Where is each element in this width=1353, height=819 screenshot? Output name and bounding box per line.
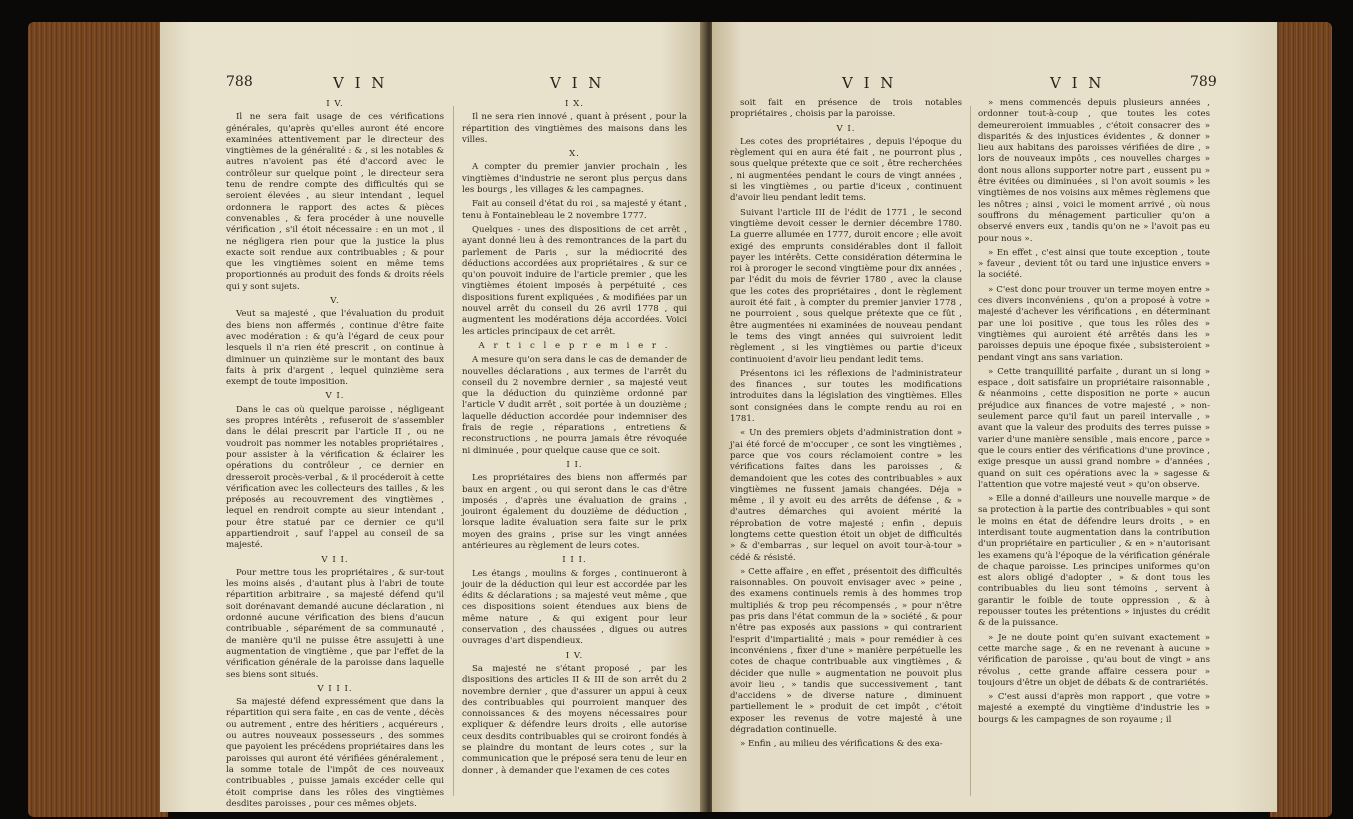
section-heading: X. [569, 149, 580, 160]
right-column-2 [978, 98, 1210, 729]
left-page-number: 788 [226, 74, 253, 90]
paragraph: A compter du premier janvier prochain , les vingtièmes d'industrie ne seront plus perçus dans les bourgs , les villages & les campagnes. [462, 162, 687, 196]
paragraph: » Elle a donné d'ailleurs une nouvelle marque » de sa protection à la partie des contribuables » qui sont le moins en état de défendre leurs droits , » en interdisant toute augmentation dans la contribution d'un propriétaire en particulier , & en » n'autorisant les examens qu'à l'époque de la vérification générale de chaque paroisse. Les principes uniformes qu'on est alors obligé d'adopter , » & dont tous les contribuables du lieu sont témoins , servent à garantir le foible de toute oppression , & à repousser toutes les prétentions » injustes du crédit & de la puissance. [978, 494, 1210, 629]
paragraph: » Enfin , au milieu des vérifications & des exa- [740, 739, 943, 750]
paragraph: » En effet , c'est ainsi que toute exception , toute » faveur , devient tôt ou tard une injustice envers » la société. [978, 247, 1210, 281]
paragraph: Fait au conseil d'état du roi , sa majesté y étant , tenu à Fontainebleau le 2 novembre 1777. [462, 199, 687, 221]
paragraph: Pour mettre tous les propriétaires , & sur-tout les moins aisés , d'autant plus à l'abri de toute répartition arbitraire , sa majesté défend qu'il soit dorénavant demandé aucune déclaration , ni ordonné aucune vérification des biens d'aucun contribuable , séparément de sa communauté , de manière qu'il ne puisse être assujetti à une augmentation de vingtième , que par l'effet de la vérification générale de la paroisse dans laquelle ses biens sont situés. [226, 567, 444, 680]
left-running-head-2: V I N [550, 74, 605, 92]
left-column-2 [462, 98, 687, 780]
section-heading: V I I. [321, 554, 349, 565]
section-heading: I X. [565, 99, 584, 109]
paragraph: Dans le cas où quelque paroisse , négligeant ses propres intérêts , refuseroit de s'assembler dans le délai prescrit par l'article II , ou ne voudroit pas nommer les notables propriétaires , pour assister à la vérification & éclairer les opérations du contrôleur , ce dernier en dresseroit procès-verbal , & il procéderoit à cette vérification avec les collecteurs des tailles , & les préposés au recouvrement des vingtièmes , lequel en rendroit compte au sieur intendant , pour être statué par ce dernier ce qu'il appartiendroit , sauf l'appel au conseil de sa majesté. [226, 404, 444, 551]
section-heading: V I I I. [317, 683, 353, 694]
paragraph: Il ne sera rien innové , quant à présent , pour la répartition des vingtièmes des maisons dans les villes. [462, 112, 687, 145]
paragraph: A mesure qu'on sera dans le cas de demander de nouvelles déclarations , aux termes de l'arrêt du conseil du 2 novembre dernier , sa majesté veut que la déduction du quinzième ordonné par l'article V dudit arrêt , soit portée à un douzième ; laquelle déduction accordée pour indemniser des frais de regie , réparations , entretiens & reconstructions , ne pourra jamais être révoquée ni diminuée , pour quelque cause que ce soit. [462, 355, 687, 456]
section-heading: V I. [325, 391, 345, 402]
paragraph: Les propriétaires des biens non affermés par baux en argent , ou qui seront dans le cas d'être imposés , d'après une évaluation de grains , jouiront également du douzième de déduction , lorsque ladite évaluation sera faite sur le prix moyen des grains , prise sur les vingt années antérieures au règlement de leurs cotes. [462, 473, 687, 551]
section-heading: I I. [566, 459, 583, 470]
section-heading: I I I. [562, 555, 587, 566]
right-column-1 [730, 98, 962, 754]
paragraph: » C'est donc pour trouver un terme moyen entre » ces divers inconvéniens , qu'on a proposé à votre » majesté d'achever les vérifications , en déterminant par une loi positive , que tous les rôles des » vingtièmes qui auroient été arrêtés dans les » paroisses depuis une époque fixée , subsisteroient » pendant vingt ans sans variation. [978, 284, 1210, 363]
right-page-number: 789 [1190, 74, 1217, 90]
column-divider [453, 106, 454, 796]
right-page [712, 22, 1277, 812]
section-heading: A r t i c l e p r e m i e r . [478, 340, 671, 351]
paragraph: Les étangs , moulins & forges , continueront à jouir de la déduction qui leur est accordée par les édits & déclarations ; sa majesté veut même , que ces dispositions soient étendues aux biens de même nature , & qui exigent pour leur conservation , des chaussées , digues ou autres ouvrages d'art dispendieux. [462, 568, 687, 647]
left-running-head-1: V I N [333, 74, 388, 92]
column-divider [970, 106, 971, 796]
paragraph: » C'est aussi d'après mon rapport , que votre » majesté a exempté du vingtième d'industrie les » bourgs & les campagnes de son royaume ; il [978, 692, 1210, 725]
right-running-head-2: V I N [1050, 74, 1105, 92]
paragraph: Sa majesté ne s'étant proposé , par les dispositions des articles II & III de son arrêt du 2 novembre dernier , que d'assurer un appui à ceux des contribuables qui pourroient manquer des connoissances & des moyens nécessaires pour expliquer & défendre leurs droits , elle autorise ceux desdits contribuables qui se croiront fondés à se plaindre du montant de leurs cotes , sur la communication que le préposé sera tenu de leur en donner , à demander que l'examen de ces cotes [462, 663, 687, 776]
paragraph: » mens commencés depuis plusieurs années , ordonner tout-à-coup , que toutes les cotes demeureroient immuables , c'étoit consacrer des » disparités & des injustices évidentes , & donner » lieu aux habitans des paroisses vérifiées de dire , » lors de nouveaux impôts , ces nouvelles charges » dont nous allons supporter notre part , eussent pu » être évitées ou diminuées , si l'on avoit soumis » les vingtièmes de nos voisins aux mêmes règlemens que les nôtres ; ainsi , voici le moment arrivé , où nous souffrons du ménagement particulier qu'on a observé envers eux , tandis qu'on ne » l'avoit pas eu pour nous ». [978, 98, 1210, 244]
right-running-head-1: V I N [842, 74, 897, 92]
paragraph: Les cotes des propriétaires , depuis l'époque du règlement qui en aura été fait , ne pourront plus , sous quelque prétexte que ce soit , être recherchées , ni augmentées pendant le cours de vingt années , si les vingtièmes , ou partie d'iceux , continuent d'avoir lieu pendant ledit tems. [730, 136, 962, 204]
paragraph: Sa majesté défend expressément que dans la répartition qui sera faite , en cas de vente , décès ou autrement , entre des héritiers , acquéreurs , ou autres nouveaux possesseurs , des sommes que payoient les précédens propriétaires dans les paroisses qui auront été vérifiées généralement , la somme totale de l'impôt de ces nouveaux contribuables , puisse jamais excéder celle qui étoit comprise dans les rôles des vingtièmes desdites paroisses , pour ces mêmes objets. [226, 697, 444, 809]
paragraph: » Cette tranquillité parfaite , durant un si long » espace , doit satisfaire un propriétaire raisonnable , & néanmoins , cette disposition ne porte » aucun préjudice aux finances de votre majesté , » non-seulement parce qu'il faut un pareil intervalle , » avant que la valeur des produits des terres puisse » varier d'une manière sensible , mais encore , parce » que le cours entier des vérifications d'une province , exige presque un aussi grand nombre » d'années , quand on suit ces opérations avec la » sagesse & l'attention que votre majesté veut » qu'on observe. [978, 366, 1210, 490]
paragraph: Veut sa majesté , que l'évaluation du produit des biens non affermés , continue d'être faite avec modération : & qu'à l'égard de ceux pour lesquels il n'a rien été prescrit , on continue à diminuer un quinzième sur le montant des baux faits à prix d'argent , lequel quinzième sera exempt de toute imposition. [226, 309, 444, 388]
section-heading: V. [330, 296, 340, 307]
left-page [160, 22, 708, 812]
section-heading: I V. [565, 650, 584, 661]
paragraph: Suivant l'article III de l'édit de 1771 , le second vingtième devoit cesser le dernier décembre 1780. La guerre allumée en 1777, duroit encore ; elle avoit exigé des emprunts considérables dont il falloit payer les intérêts. Cette considération détermina le roi à proroger le second vingtième pour dix années , par l'édit du mois de février 1780 , avec la clause que les cotes des propriétaires , dont le règlement auroit été fait , à compter du premier janvier 1778 , ne pourroient , sous quelque prétexte que ce fût , être augmentées ni examinées de nouveau pendant le tems des vingt années qui suivroient ledit règlement , si les vingtièmes ou partie d'iceux continuoient d'avoir lieu pendant ledit tems. [730, 207, 962, 365]
left-page-edges [28, 22, 168, 817]
paragraph: « Un des premiers objets d'administration dont » j'ai été forcé de m'occuper , ce sont les vingtièmes , parce que vos cours réclamoient contre » les vérifications faites dans les paroisses , & demandoient que les cotes des contribuables » aux vingtièmes ne fussent jamais changées. Déja » même , il y avoit eu des arrêts de défense , & » d'autres démarches qui avoient mérité la réprobation de votre majesté ; enfin , depuis longtems cette question étoit un objet de difficultés » & d'embarras , sur lequel on avoit tour-à-tour » cédé & résisté. [730, 428, 962, 563]
section-heading: I V. [326, 99, 344, 109]
paragraph: Il ne sera fait usage de ces vérifications générales, qu'après qu'elles auront été encore examinées attentivement par le directeur des vingtièmes de la généralité : & , si les notables & autres n'avoient pas été d'accord avec le contrôleur sur quelque point , le directeur sera tenu de rendre compte des difficultés qui se seroient élevées , au sieur intendant , lequel ordonnera le rapport des actes & pièces convenables , & fera procéder à une nouvelle vérification , s'il étoit nécessaire : en un mot , il ne négligera rien pour que la justice la plus exacte soit rendue aux contribuables ; & pour que les vingtièmes soient en même tems proportionnés au produit des fonds & droits réels qui y sont sujets. [226, 112, 444, 292]
left-column-1 [226, 98, 444, 812]
paragraph: » Cette affaire , en effet , présentoit des difficultés raisonnables. On pouvoit envisager avec » peine , des examens continuels remis à des hommes trop multipliés & trop peu récompensés , » pour n'être pas pris dans l'état commun de la » société , & pour n'être pas exposés aux passions » qui contrarient l'esprit d'impartialité ; mais » pour remédier à ces inconvéniens , fixer d'une » manière perpétuelle les cotes de chaque contribuable aux vingtièmes , & décider que nulle » augmentation ne pouvoit plus avoir lieu , » tandis que successivement , tant d'accidens » de diverse nature , diminuent partiellement le » produit de cet impôt , c'étoit exposer les revenus de votre majesté à une dégradation continuelle. [730, 566, 962, 736]
paragraph: soit fait en présence de trois notables propriétaires , choisis par la paroisse. [730, 98, 962, 120]
section-heading: V I. [836, 123, 856, 134]
right-page-edges [1270, 22, 1332, 817]
paragraph: » Je ne doute point qu'en suivant exactement » cette marche sage , & en ne revenant à aucune » vérification de paroisse , qu'au bout de vingt » ans révolus , cette grande affaire cessera pour » toujours d'être un objet de débats & de contrariétés. [978, 632, 1210, 688]
paragraph: Présentons ici les réflexions de l'administrateur des finances , sur toutes les modifications introduites dans la législation des vingtièmes. Elles sont consignées dans le compte rendu au roi en 1781. [730, 368, 962, 425]
paragraph: Quelques - unes des dispositions de cet arrêt , ayant donné lieu à des remontrances de la part du parlement de Paris , sur la médiocrité des déductions accordées aux propriétaires , & sur ce qu'on pouvoit induire de l'article premier , que les vingtièmes étoient imposés à perpétuité , ces dispositions furent expliquées , & modifiées par un nouvel arrêt du conseil du 26 avril 1778 , qui augmentent les modérations déja accordées. Voici les articles principaux de cet arrêt. [462, 224, 687, 337]
